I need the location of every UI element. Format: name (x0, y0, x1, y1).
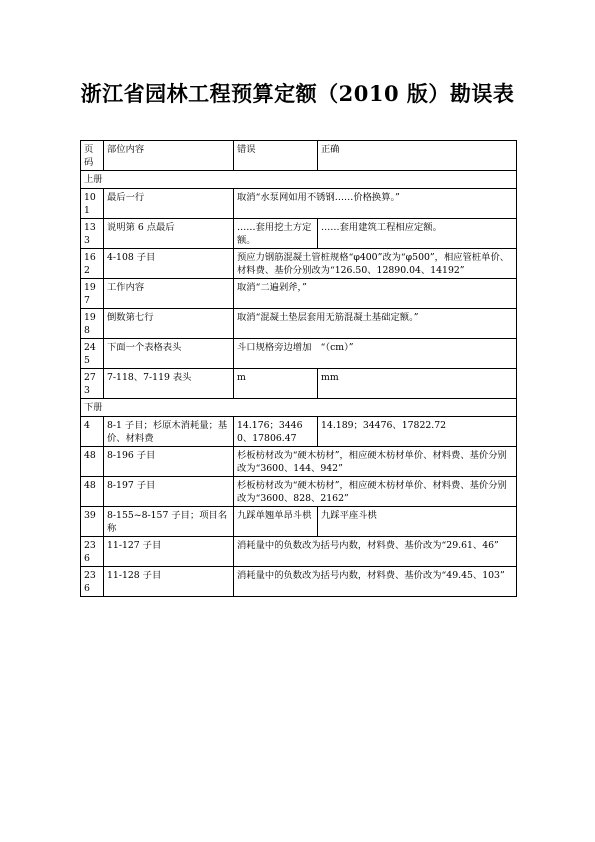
cell-location: 8-197 子目 (104, 477, 234, 507)
cell-location: 工作内容 (104, 279, 234, 309)
cell-wrong: 杉板枋材改为“硬木枋材”，相应硬木枋材单价、材料费、基价分别改为“3600、828、2162” (234, 477, 517, 507)
table-row (81, 339, 517, 369)
cell-wrong: m (234, 369, 318, 399)
table-row (81, 507, 517, 537)
cell-page: 39 (81, 507, 104, 537)
cell-correct: 14.189；34476、17822.72 (318, 417, 517, 447)
table-row (81, 219, 517, 249)
cell-page: 101 (81, 189, 104, 219)
cell-correct: 九踩平座斗栱 (318, 507, 517, 537)
cell-location: 8-1 子目；杉原木消耗量；基价、材料费 (104, 417, 234, 447)
errata-table-body (81, 141, 517, 597)
cell-page: 198 (81, 309, 104, 339)
cell-page: 162 (81, 249, 104, 279)
cell-wrong: ……套用挖土方定额。 (234, 219, 318, 249)
errata-table (80, 140, 517, 597)
header-row (81, 141, 517, 171)
table-row (81, 279, 517, 309)
cell-wrong: 消耗量中的负数改为括号内数，材料费、基价改为“49.45、103” (234, 567, 517, 597)
cell-location: 7-118、7-119 表头 (104, 369, 234, 399)
header-location: 部位内容 (104, 141, 234, 171)
header-correct: 正确 (318, 141, 517, 171)
table-row (81, 537, 517, 567)
table-row (81, 369, 517, 399)
section-row (81, 399, 517, 417)
section-label: 上册 (81, 171, 517, 189)
cell-wrong: 消耗量中的负数改为括号内数，材料费、基价改为“29.61、46” (234, 537, 517, 567)
cell-page: 236 (81, 537, 104, 567)
cell-location: 最后一行 (104, 189, 234, 219)
cell-wrong: 斗口规格旁边增加 “（cm）” (234, 339, 517, 369)
table-row (81, 447, 517, 477)
cell-wrong: 取消“混凝土垫层套用无筋混凝土基础定额。” (234, 309, 517, 339)
cell-page: 236 (81, 567, 104, 597)
cell-location: 4-108 子目 (104, 249, 234, 279)
cell-wrong: 预应力钢筋混凝土管桩规格“φ400”改为“φ500”，相应管桩单价、材料费、基价分别改为“126.50、12890.04、14192” (234, 249, 517, 279)
cell-page: 273 (81, 369, 104, 399)
table-row (81, 249, 517, 279)
cell-correct: mm (318, 369, 517, 399)
cell-location: 倒数第七行 (104, 309, 234, 339)
cell-location: 11-128 子目 (104, 567, 234, 597)
table-row (81, 477, 517, 507)
cell-location: 8-196 子目 (104, 447, 234, 477)
cell-location: 11-127 子目 (104, 537, 234, 567)
cell-wrong: 杉板枋材改为“硬木枋材”，相应硬木枋材单价、材料费、基价分别改为“3600、144、942” (234, 447, 517, 477)
cell-page: 48 (81, 477, 104, 507)
cell-wrong: 14.176；34460、17806.47 (234, 417, 318, 447)
table-row (81, 417, 517, 447)
cell-location: 8-155~8-157 子目；项目名称 (104, 507, 234, 537)
document-title: 浙江省园林工程预算定额（2010 版）勘误表 (80, 81, 515, 106)
cell-page: 133 (81, 219, 104, 249)
cell-location: 说明第 6 点最后 (104, 219, 234, 249)
cell-page: 4 (81, 417, 104, 447)
cell-correct: ……套用建筑工程相应定额。 (318, 219, 517, 249)
cell-page: 245 (81, 339, 104, 369)
cell-wrong: 九踩单翘单昂斗栱 (234, 507, 318, 537)
cell-page: 48 (81, 447, 104, 477)
table-row (81, 189, 517, 219)
cell-wrong: 取消“水泵网如用不锈钢……价格换算。” (234, 189, 517, 219)
table-row (81, 309, 517, 339)
cell-location: 下面一个表格表头 (104, 339, 234, 369)
table-row (81, 567, 517, 597)
cell-page: 197 (81, 279, 104, 309)
header-wrong: 错误 (234, 141, 318, 171)
header-page: 页码 (81, 141, 104, 171)
section-label: 下册 (81, 399, 517, 417)
section-row (81, 171, 517, 189)
cell-wrong: 取消“二遍剁斧，” (234, 279, 517, 309)
